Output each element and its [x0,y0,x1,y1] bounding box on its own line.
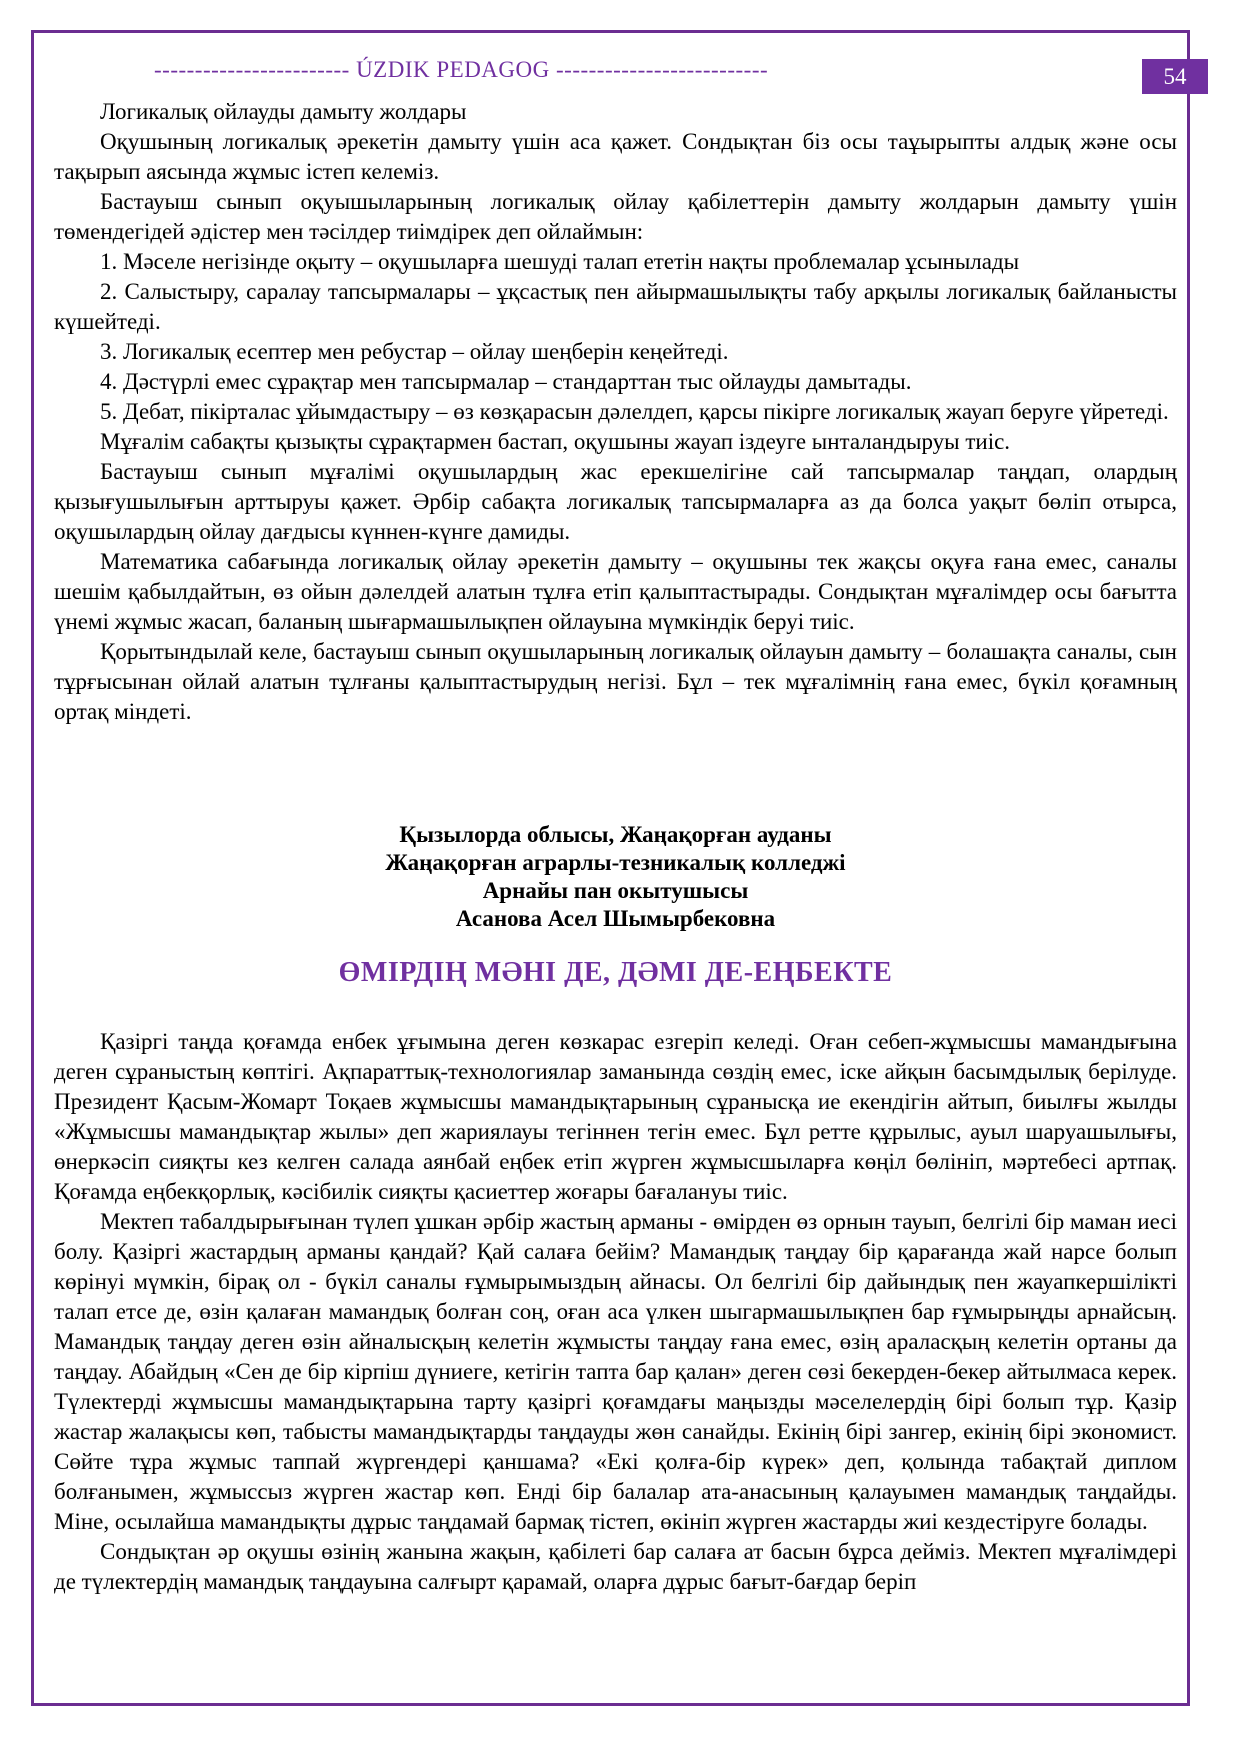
list-item: 2. Салыстыру, саралау тапсырмалары – ұқсастық пен айырмашылықты табу арқылы логикалық байланысты күшейтеді. [54,279,1177,334]
journal-header [54,53,1177,83]
paragraph: Сондықтан әр оқушы өзінің жанына жақын, қабілеті бар салаға ат басын бұрса дейміз. Мектеп мұғалімдері де түлектердің мамандық таңдауына салғырт қарамай, оларға дұрыс бағыт-бағдар беріп [54,1539,1177,1594]
article-logic-section [54,97,1177,727]
journal-header-title: ------------------------ ÚZDIK PEDAGOG -------------------------- [154,57,769,82]
page-content [34,33,1187,1597]
author-region-line: Қызылорда облысы, Жаңақорған ауданы [399,822,832,847]
paragraph: Бастауыш сынып оқуышыларының логикалық ойлау қабілеттерін дамыту жолдарын дамыту үшін төмендегідей әдістер мен тәсілдер тиімдірек деп ойлаймын: [54,189,1177,244]
page-number: 54 [1163,63,1187,89]
page-border-frame [31,30,1190,1706]
paragraph: Бастауыш сынып мұғалімі оқушылардың жас ерекшелігіне сай тапсырмалар таңдап, олардың қызығушылығын арттыруы қажет. Әрбір сабақта логикалық тапсырмаларға аз да болса уақыт бөліп отырса, оқушылардың ойлау дағдысы күннен-күнге дамиды. [54,459,1177,544]
author-position-line: Арнайы пан окытушысы [482,878,749,903]
article-labor-section [54,1027,1177,1597]
article-title: ӨМІРДІҢ МӘНІ ДЕ, ДӘМІ ДЕ-ЕҢБЕКТЕ [338,957,893,988]
paragraph: Логикалық ойлауды дамыту жолдары [100,99,467,124]
list-item: 1. Мәселе негізінде оқыту – оқушыларға шешуді талап ететін нақты проблемалар ұсынылады [100,249,1020,274]
paragraph: Қорытындылай келе, бастауыш сынып оқушыларының логикалық ойлауын дамыту – болашақта саналы, сын тұрғысынан ойлай алатын тұлғаны қалыптастырудың негізі. Бұл – тек мұғалімнің ғана емес, бүкіл қоғамның ортақ міндеті. [54,639,1177,724]
page-number-badge [1142,59,1208,94]
author-block [54,821,1177,933]
list-item: 5. Дебат, пікірталас ұйымдастыру – өз көзқарасын дәлелдеп, қарсы пікірге логикалық жауап беруге үйретеді. [100,399,1169,424]
paragraph: Оқушының логикалық әрекетін дамыту үшін аса қажет. Сондықтан біз осы таұырыпты алдық және осы тақырып аясында жұмыс істеп келеміз. [54,129,1177,184]
paragraph: Мектеп табалдырығынан түлеп ұшкан әрбір жастың арманы - өмірден өз орнын тауып, белгілі бір маман иесі болу. Қазіргі жастардың арманы қандай? Қай салаға бейім? Мамандық таңдау бір қарағанда жай нарсе болып көрінуі мүмкін, бірақ ол - бүкіл саналы ғұмырымыздың айнасы. Ол белгілі бір дайындық пен жауапкершілікті талап етсе де, өзін қалаған мамандық болған соң, оған аса үлкен шыгармашылықпен бар ғұмырыңды арнайсың. Мамандық таңдау деген өзін айналысқың келетін жұмысты таңдау ғана емес, өзің араласқың келетін ортаны да таңдау. Абайдың «Сен де бір кірпіш дүниеге, кетігін тапта бар қалан» деген сөзі бекерден-бекер айтылмаса керек. Түлектерді жұмысшы мамандықтарына тарту қазіргі қоғамдағы маңызды мәселелердің бірі болып тұр. Қазір жастар жалақысы көп, табысты мамандықтарды таңдауды жөн санайды. Екінің бірі зангер, екінің бірі экономист. Сөйте тұра жұмыс таппай жүргендері қаншама? «Екі қолға-бір күрек» деп, қолында табақтай диплом болғанымен, жұмыссыз жүрген жастар көп. Енді бір балалар ата-анасының қалауымен мамандық таңдайды. Міне, осылайша мамандықты дұрыс таңдамай бармақ тістеп, өкініп жүрген жастарды жиі кездестіруге болады. [54,1209,1177,1534]
paragraph: Мұғалім сабақты қызықты сұрақтармен бастап, оқушыны жауап іздеуге ынталандыруы тиіс. [100,429,1011,454]
author-college-line: Жаңақорған аграрлы-тезникалық колледжі [385,850,846,875]
list-item: 3. Логикалық есептер мен ребустар – ойлау шеңберін кеңейтеді. [100,339,729,364]
paragraph: Қазіргі таңда қоғамда енбек ұғымына деген көзкарас езгеріп келеді. Оған себеп-жұмысшы мамандығына деген сұраныстың көптігі. Ақпараттық-технологиялар заманында сөздің емес, іске айқын басымдылық берілуде. Президент Қасым-Жомарт Тоқаев жұмысшы мамандықтарының сұранысқа ие екендігін айтып, биылғы жылды «Жұмысшы мамандықтар жылы» деп жариялауы тегіннен тегін емес. Бұл ретте құрылыс, ауыл шаруашылығы, өнеркәсіп сияқты кез келген салада аянбай еңбек етіп жүрген жұмысшыларға көңіл бөлініп, мәртебесі артпақ. Қоғамда еңбекқорлық, кәсібилік сияқты қасиеттер жоғары бағалануы тиіс. [54,1029,1177,1204]
author-name-line: Асанова Асел Шымырбековна [455,906,776,931]
paragraph: Математика сабағында логикалық ойлау әрекетін дамыту – оқушыны тек жақсы оқуға ғана емес, саналы шешім қабылдайтын, өз ойын дәлелдей алатын тұлға етіп қалыптастырады. Сондықтан мұғалімдер осы бағытта үнемі жұмыс жасап, баланың шығармашылықпен ойлауына мүмкіндік беруі тиіс. [54,549,1177,634]
list-item: 4. Дәстүрлі емес сұрақтар мен тапсырмалар – стандарттан тыс ойлауды дамытады. [100,369,912,394]
